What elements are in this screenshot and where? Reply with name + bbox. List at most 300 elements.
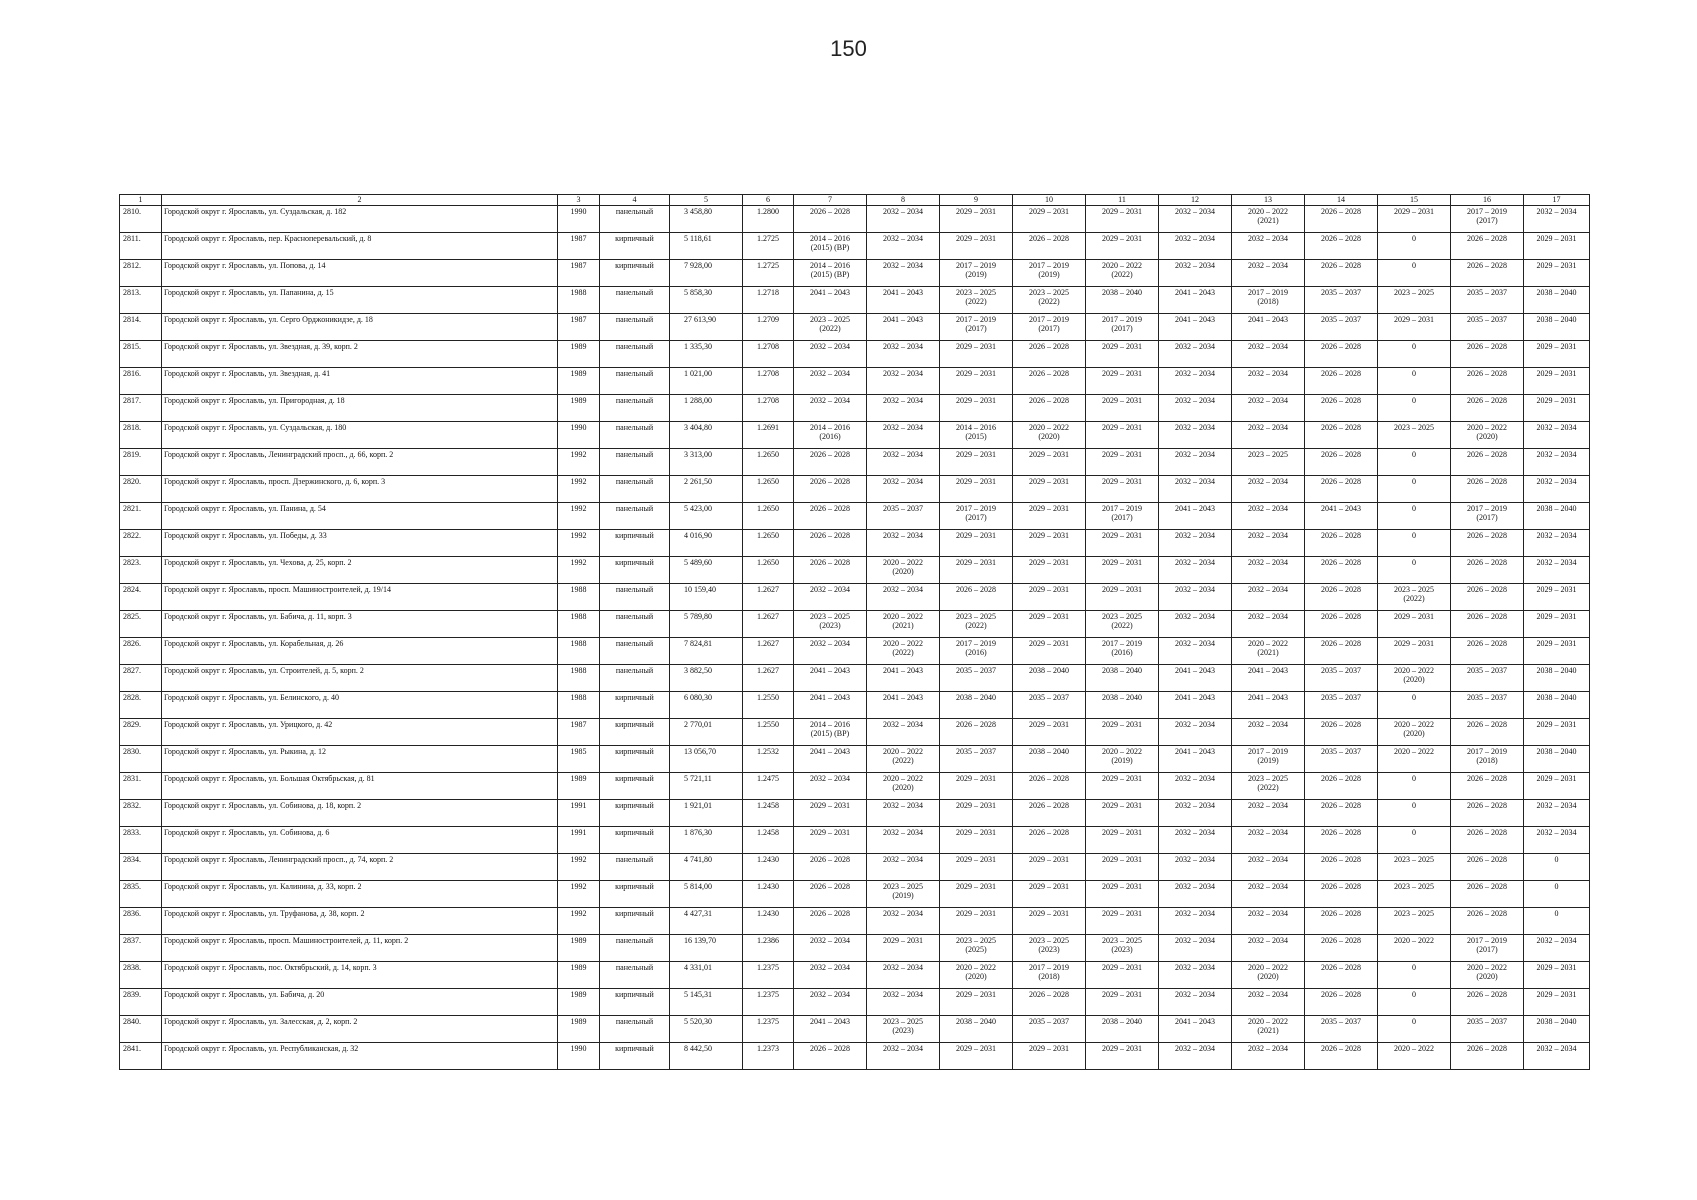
wall-material-cell: панельный [600,1016,670,1043]
period-value: 2029 – 2031 [1102,531,1142,540]
period-cell [1305,1016,1378,1043]
period-cell [1451,530,1524,557]
area-cell: 3 882,50 [670,665,743,692]
period-value: 2026 – 2028 [1321,477,1361,486]
period-cell [867,341,940,368]
period-value: 2032 – 2034 [810,342,850,351]
period-cell [1086,557,1159,584]
build-year-cell: 1989 [558,962,600,989]
period-cell [1451,665,1524,692]
period-value: 2029 – 2031 [1536,720,1577,729]
period-value: 2026 – 2028 [1467,396,1507,405]
period-cell [1086,827,1159,854]
row-number-cell: 2814. [120,314,162,341]
period-cell [1451,422,1524,449]
period-value: 2026 – 2028 [1321,990,1361,999]
period-cell [1305,476,1378,503]
period-cell [1013,368,1086,395]
wall-material-cell: панельный [600,503,670,530]
period-cell [1378,719,1451,746]
period-cell [940,989,1013,1016]
period-cell [1524,1043,1590,1070]
coefficient-cell: 1.2375 [743,989,794,1016]
period-cell [1013,800,1086,827]
period-cell [1451,611,1524,638]
period-value: 2029 – 2031 [1102,423,1142,432]
period-value: 2026 – 2028 [1321,531,1361,540]
table-row [120,422,1590,449]
period-value: 2026 – 2028 [1321,369,1361,378]
period-value: 2032 – 2034 [1175,1044,1215,1053]
period-cell [794,584,867,611]
period-value: 2029 – 2031 [1536,963,1577,972]
coefficient-cell: 1.2725 [743,260,794,287]
period-value: 2032 – 2034 [1536,828,1577,837]
period-cell [1159,395,1232,422]
period-cell [1159,611,1232,638]
wall-material-cell: панельный [600,395,670,422]
period-value: 2032 – 2034 [883,1044,923,1053]
period-note: (2023) [1111,945,1133,954]
period-cell [940,260,1013,287]
row-number-cell: 2836. [120,908,162,935]
period-value: 2032 – 2034 [1248,936,1288,945]
column-number-header: 2 [162,195,558,206]
period-value: 2041 – 2043 [883,288,923,297]
period-value: 2029 – 2031 [1102,990,1142,999]
period-cell [1305,422,1378,449]
period-cell [1232,692,1305,719]
period-value: 0 [1554,882,1559,891]
period-note: (2022) [965,297,987,306]
period-value: 2014 – 2016 [810,261,850,270]
wall-material-cell: кирпичный [600,530,670,557]
period-cell [1378,422,1451,449]
table-row [120,341,1590,368]
wall-material-cell: панельный [600,638,670,665]
period-value: 0 [1412,450,1416,459]
address-cell: Городской округ г. Ярославль, просп. Машиностроителей, д. 11, корп. 2 [162,935,558,962]
period-cell [1524,854,1590,881]
period-cell [1378,746,1451,773]
period-value: 2026 – 2028 [1029,234,1069,243]
address-cell: Городской округ г. Ярославль, ул. Калинина, д. 33, корп. 2 [162,881,558,908]
column-number-header: 1 [120,195,162,206]
period-value: 2041 – 2043 [1321,504,1361,513]
period-value: 2032 – 2034 [1536,477,1577,486]
build-year-cell: 1992 [558,503,600,530]
period-value: 2026 – 2028 [1321,1044,1361,1053]
period-cell [1232,746,1305,773]
period-value: 2023 – 2025 [1029,936,1069,945]
period-value: 2029 – 2031 [1029,882,1069,891]
period-note: (2020) [965,972,987,981]
period-cell [1013,287,1086,314]
coefficient-cell: 1.2458 [743,827,794,854]
period-value: 2017 – 2019 [1248,288,1288,297]
period-value: 2029 – 2031 [1102,882,1142,891]
period-value: 2029 – 2031 [956,990,996,999]
coefficient-cell: 1.2650 [743,449,794,476]
build-year-cell: 1988 [558,287,600,314]
period-value: 2026 – 2028 [1467,882,1507,891]
period-cell [1305,935,1378,962]
coefficient-cell: 1.2718 [743,287,794,314]
period-cell [1013,854,1086,881]
period-value: 2029 – 2031 [1394,315,1434,324]
period-note: (2017) [1038,324,1060,333]
address-cell: Городской округ г. Ярославль, ул. Пригородная, д. 18 [162,395,558,422]
table-row [120,584,1590,611]
row-number-cell: 2821. [120,503,162,530]
period-value: 2041 – 2043 [810,1017,850,1026]
build-year-cell: 1992 [558,476,600,503]
period-cell [1451,1043,1524,1070]
area-cell: 2 261,50 [670,476,743,503]
period-value: 2026 – 2028 [1321,261,1361,270]
period-value: 2032 – 2034 [883,261,923,270]
period-cell [940,962,1013,989]
period-cell [1305,260,1378,287]
period-cell [1524,800,1590,827]
build-year-cell: 1992 [558,908,600,935]
period-value: 2023 – 2025 [1394,423,1434,432]
wall-material-cell: панельный [600,449,670,476]
period-value: 2026 – 2028 [1321,342,1361,351]
period-value: 2017 – 2019 [956,504,996,513]
period-value: 2041 – 2043 [1175,315,1215,324]
coefficient-cell: 1.2375 [743,962,794,989]
wall-material-cell: кирпичный [600,260,670,287]
period-cell [1378,503,1451,530]
period-cell [1086,287,1159,314]
period-cell [940,314,1013,341]
area-cell: 5 721,11 [670,773,743,800]
period-value: 2026 – 2028 [1321,855,1361,864]
address-cell: Городской округ г. Ярославль, ул. Звездная, д. 41 [162,368,558,395]
period-value: 2032 – 2034 [1248,531,1288,540]
period-cell [1159,476,1232,503]
table-row [120,1016,1590,1043]
area-cell: 8 442,50 [670,1043,743,1070]
period-cell [1378,260,1451,287]
period-cell [1524,395,1590,422]
period-cell [794,611,867,638]
period-value: 2041 – 2043 [810,288,850,297]
period-cell [1232,908,1305,935]
column-number-header: 5 [670,195,743,206]
period-note: (2022) [892,756,914,765]
table-row [120,692,1590,719]
data-table [119,194,1590,1070]
period-cell [867,800,940,827]
build-year-cell: 1988 [558,665,600,692]
period-value: 2026 – 2028 [1467,720,1507,729]
table-row [120,260,1590,287]
period-cell [1378,638,1451,665]
period-note: (2023) [892,1026,914,1035]
period-cell [1524,584,1590,611]
build-year-cell: 1988 [558,611,600,638]
period-cell [867,557,940,584]
period-value: 2026 – 2028 [1467,774,1507,783]
build-year-cell: 1990 [558,206,600,233]
address-cell: Городской округ г. Ярославль, ул. Суздальская, д. 180 [162,422,558,449]
period-cell [1524,287,1590,314]
period-cell [1378,530,1451,557]
period-cell [940,719,1013,746]
period-value: 2029 – 2031 [1102,720,1142,729]
period-cell [794,395,867,422]
period-cell [1086,773,1159,800]
period-value: 2017 – 2019 [1029,261,1069,270]
period-cell [1013,827,1086,854]
period-value: 2032 – 2034 [1175,450,1215,459]
area-cell: 3 313,00 [670,449,743,476]
period-cell [1086,260,1159,287]
period-cell [1305,395,1378,422]
period-cell [1159,854,1232,881]
area-cell: 1 876,30 [670,827,743,854]
build-year-cell: 1988 [558,584,600,611]
build-year-cell: 1987 [558,233,600,260]
period-cell [794,422,867,449]
address-cell: Городской округ г. Ярославль, ул. Суздальская, д. 182 [162,206,558,233]
period-value: 2041 – 2043 [810,747,850,756]
period-value: 2035 – 2037 [1467,1017,1507,1026]
column-number-header: 4 [600,195,670,206]
period-cell [940,1016,1013,1043]
period-cell [794,341,867,368]
period-cell [1451,800,1524,827]
wall-material-cell: панельный [600,854,670,881]
period-value: 2029 – 2031 [956,207,996,216]
period-cell [1086,935,1159,962]
period-value: 2026 – 2028 [1029,774,1069,783]
address-cell: Городской округ г. Ярославль, пос. Октябрьский, д. 14, корп. 3 [162,962,558,989]
period-value: 2029 – 2031 [1029,720,1069,729]
table-row [120,503,1590,530]
period-value: 2026 – 2028 [1321,558,1361,567]
period-note: (2023) [1038,945,1060,954]
period-note: (2022) [819,324,841,333]
period-cell [794,314,867,341]
period-note: (2020) [1403,675,1425,684]
period-cell [867,989,940,1016]
period-value: 2032 – 2034 [1248,423,1288,432]
period-value: 2032 – 2034 [1175,801,1215,810]
coefficient-cell: 1.2532 [743,746,794,773]
period-value: 2041 – 2043 [1175,666,1215,675]
period-value: 2032 – 2034 [1248,396,1288,405]
period-cell [1524,449,1590,476]
period-value: 2029 – 2031 [956,369,996,378]
period-value: 2029 – 2031 [1394,612,1434,621]
area-cell: 4 741,80 [670,854,743,881]
period-value: 2038 – 2040 [1536,666,1577,675]
period-value: 2041 – 2043 [883,693,923,702]
period-cell [1305,692,1378,719]
coefficient-cell: 1.2650 [743,530,794,557]
period-value: 2020 – 2022 [883,558,923,567]
address-cell: Городской округ г. Ярославль, ул. Труфанова, д. 38, корп. 2 [162,908,558,935]
period-cell [867,1016,940,1043]
column-number-header: 15 [1378,195,1451,206]
period-value: 2026 – 2028 [810,558,850,567]
period-cell [1305,368,1378,395]
period-value: 2020 – 2022 [1394,720,1434,729]
period-cell [1013,395,1086,422]
period-value: 2026 – 2028 [1467,342,1507,351]
period-note: (2016) [819,432,841,441]
period-cell [867,827,940,854]
period-cell [1086,395,1159,422]
period-cell [1524,314,1590,341]
period-cell [1013,665,1086,692]
period-value: 2032 – 2034 [810,639,850,648]
period-cell [1159,719,1232,746]
address-cell: Городской округ г. Ярославль, ул. Победы, д. 33 [162,530,558,557]
period-value: 2032 – 2034 [883,720,923,729]
period-value: 2026 – 2028 [956,585,996,594]
build-year-cell: 1989 [558,773,600,800]
period-value: 2032 – 2034 [1248,477,1288,486]
period-cell [1013,260,1086,287]
period-cell [1232,530,1305,557]
period-value: 2026 – 2028 [1029,828,1069,837]
build-year-cell: 1988 [558,692,600,719]
period-value: 2029 – 2031 [956,882,996,891]
row-number-cell: 2822. [120,530,162,557]
address-cell: Городской округ г. Ярославль, Ленинградский просп., д. 74, корп. 2 [162,854,558,881]
period-value: 2026 – 2028 [1321,207,1361,216]
period-cell [1378,800,1451,827]
period-cell [1524,503,1590,530]
period-cell [1232,557,1305,584]
period-cell [1451,827,1524,854]
build-year-cell: 1988 [558,638,600,665]
period-value: 2020 – 2022 [956,963,996,972]
wall-material-cell: кирпичный [600,1043,670,1070]
period-note: (2021) [1257,1026,1279,1035]
area-cell: 16 139,70 [670,935,743,962]
period-value: 2026 – 2028 [810,1044,850,1053]
period-cell [1013,962,1086,989]
period-cell [1524,719,1590,746]
period-value: 2032 – 2034 [810,936,850,945]
period-cell [1305,908,1378,935]
period-value: 2029 – 2031 [1536,774,1577,783]
period-value: 2032 – 2034 [1175,396,1215,405]
period-cell [1378,476,1451,503]
period-note: (2017) [1476,513,1498,522]
period-value: 2029 – 2031 [1536,261,1577,270]
period-cell [1451,206,1524,233]
column-number-header: 7 [794,195,867,206]
period-cell [1305,530,1378,557]
build-year-cell: 1990 [558,1043,600,1070]
table-row [120,908,1590,935]
period-cell [1086,233,1159,260]
period-value: 2023 – 2025 [1102,612,1142,621]
wall-material-cell: кирпичный [600,800,670,827]
period-value: 2032 – 2034 [1536,423,1577,432]
period-cell [1305,854,1378,881]
period-cell [1305,881,1378,908]
table-row [120,719,1590,746]
period-cell [1378,206,1451,233]
period-value: 2020 – 2022 [1102,747,1142,756]
period-value: 2035 – 2037 [1029,693,1069,702]
period-value: 2029 – 2031 [1102,828,1142,837]
period-cell [1159,638,1232,665]
period-cell [1013,746,1086,773]
period-cell [794,1043,867,1070]
column-number-header: 16 [1451,195,1524,206]
period-cell [1305,962,1378,989]
period-note: (2022) [1257,783,1279,792]
period-cell [1232,854,1305,881]
coefficient-cell: 1.2725 [743,233,794,260]
period-value: 2029 – 2031 [1029,909,1069,918]
period-value: 2041 – 2043 [1175,288,1215,297]
period-value: 2014 – 2016 [956,423,996,432]
period-note: (2022) [892,648,914,657]
period-cell [1451,557,1524,584]
build-year-cell: 1989 [558,395,600,422]
period-value: 2029 – 2031 [1029,612,1069,621]
period-cell [1159,827,1232,854]
wall-material-cell: кирпичный [600,881,670,908]
period-cell [940,233,1013,260]
period-value: 0 [1412,774,1416,783]
period-value: 2038 – 2040 [1536,1017,1577,1026]
period-note: (2017) [1476,945,1498,954]
table-row [120,314,1590,341]
period-value: 0 [1554,909,1559,918]
period-value: 2032 – 2034 [883,477,923,486]
period-value: 2020 – 2022 [1248,1017,1288,1026]
period-cell [1013,1043,1086,1070]
coefficient-cell: 1.2650 [743,476,794,503]
table-row [120,557,1590,584]
address-cell: Городской округ г. Ярославль, ул. Звездная, д. 39, корп. 2 [162,341,558,368]
build-year-cell: 1989 [558,935,600,962]
period-cell [1232,611,1305,638]
period-cell [1086,908,1159,935]
period-note: (2022) [1111,270,1133,279]
period-cell [1159,989,1232,1016]
period-cell [1305,287,1378,314]
area-cell: 1 335,30 [670,341,743,368]
period-value: 2029 – 2031 [1029,450,1069,459]
period-value: 2041 – 2043 [1248,693,1288,702]
build-year-cell: 1989 [558,989,600,1016]
period-value: 2026 – 2028 [1467,531,1507,540]
period-value: 2032 – 2034 [1536,558,1577,567]
period-cell [940,692,1013,719]
period-value: 2032 – 2034 [1175,774,1215,783]
period-value: 2026 – 2028 [1321,585,1361,594]
period-value: 0 [1412,558,1416,567]
period-cell [1524,665,1590,692]
period-value: 2029 – 2031 [1029,477,1069,486]
period-note: (2022) [1403,594,1425,603]
period-value: 2020 – 2022 [1248,963,1288,972]
period-value: 2023 – 2025 [1394,882,1434,891]
period-cell [1159,314,1232,341]
period-cell [1159,557,1232,584]
